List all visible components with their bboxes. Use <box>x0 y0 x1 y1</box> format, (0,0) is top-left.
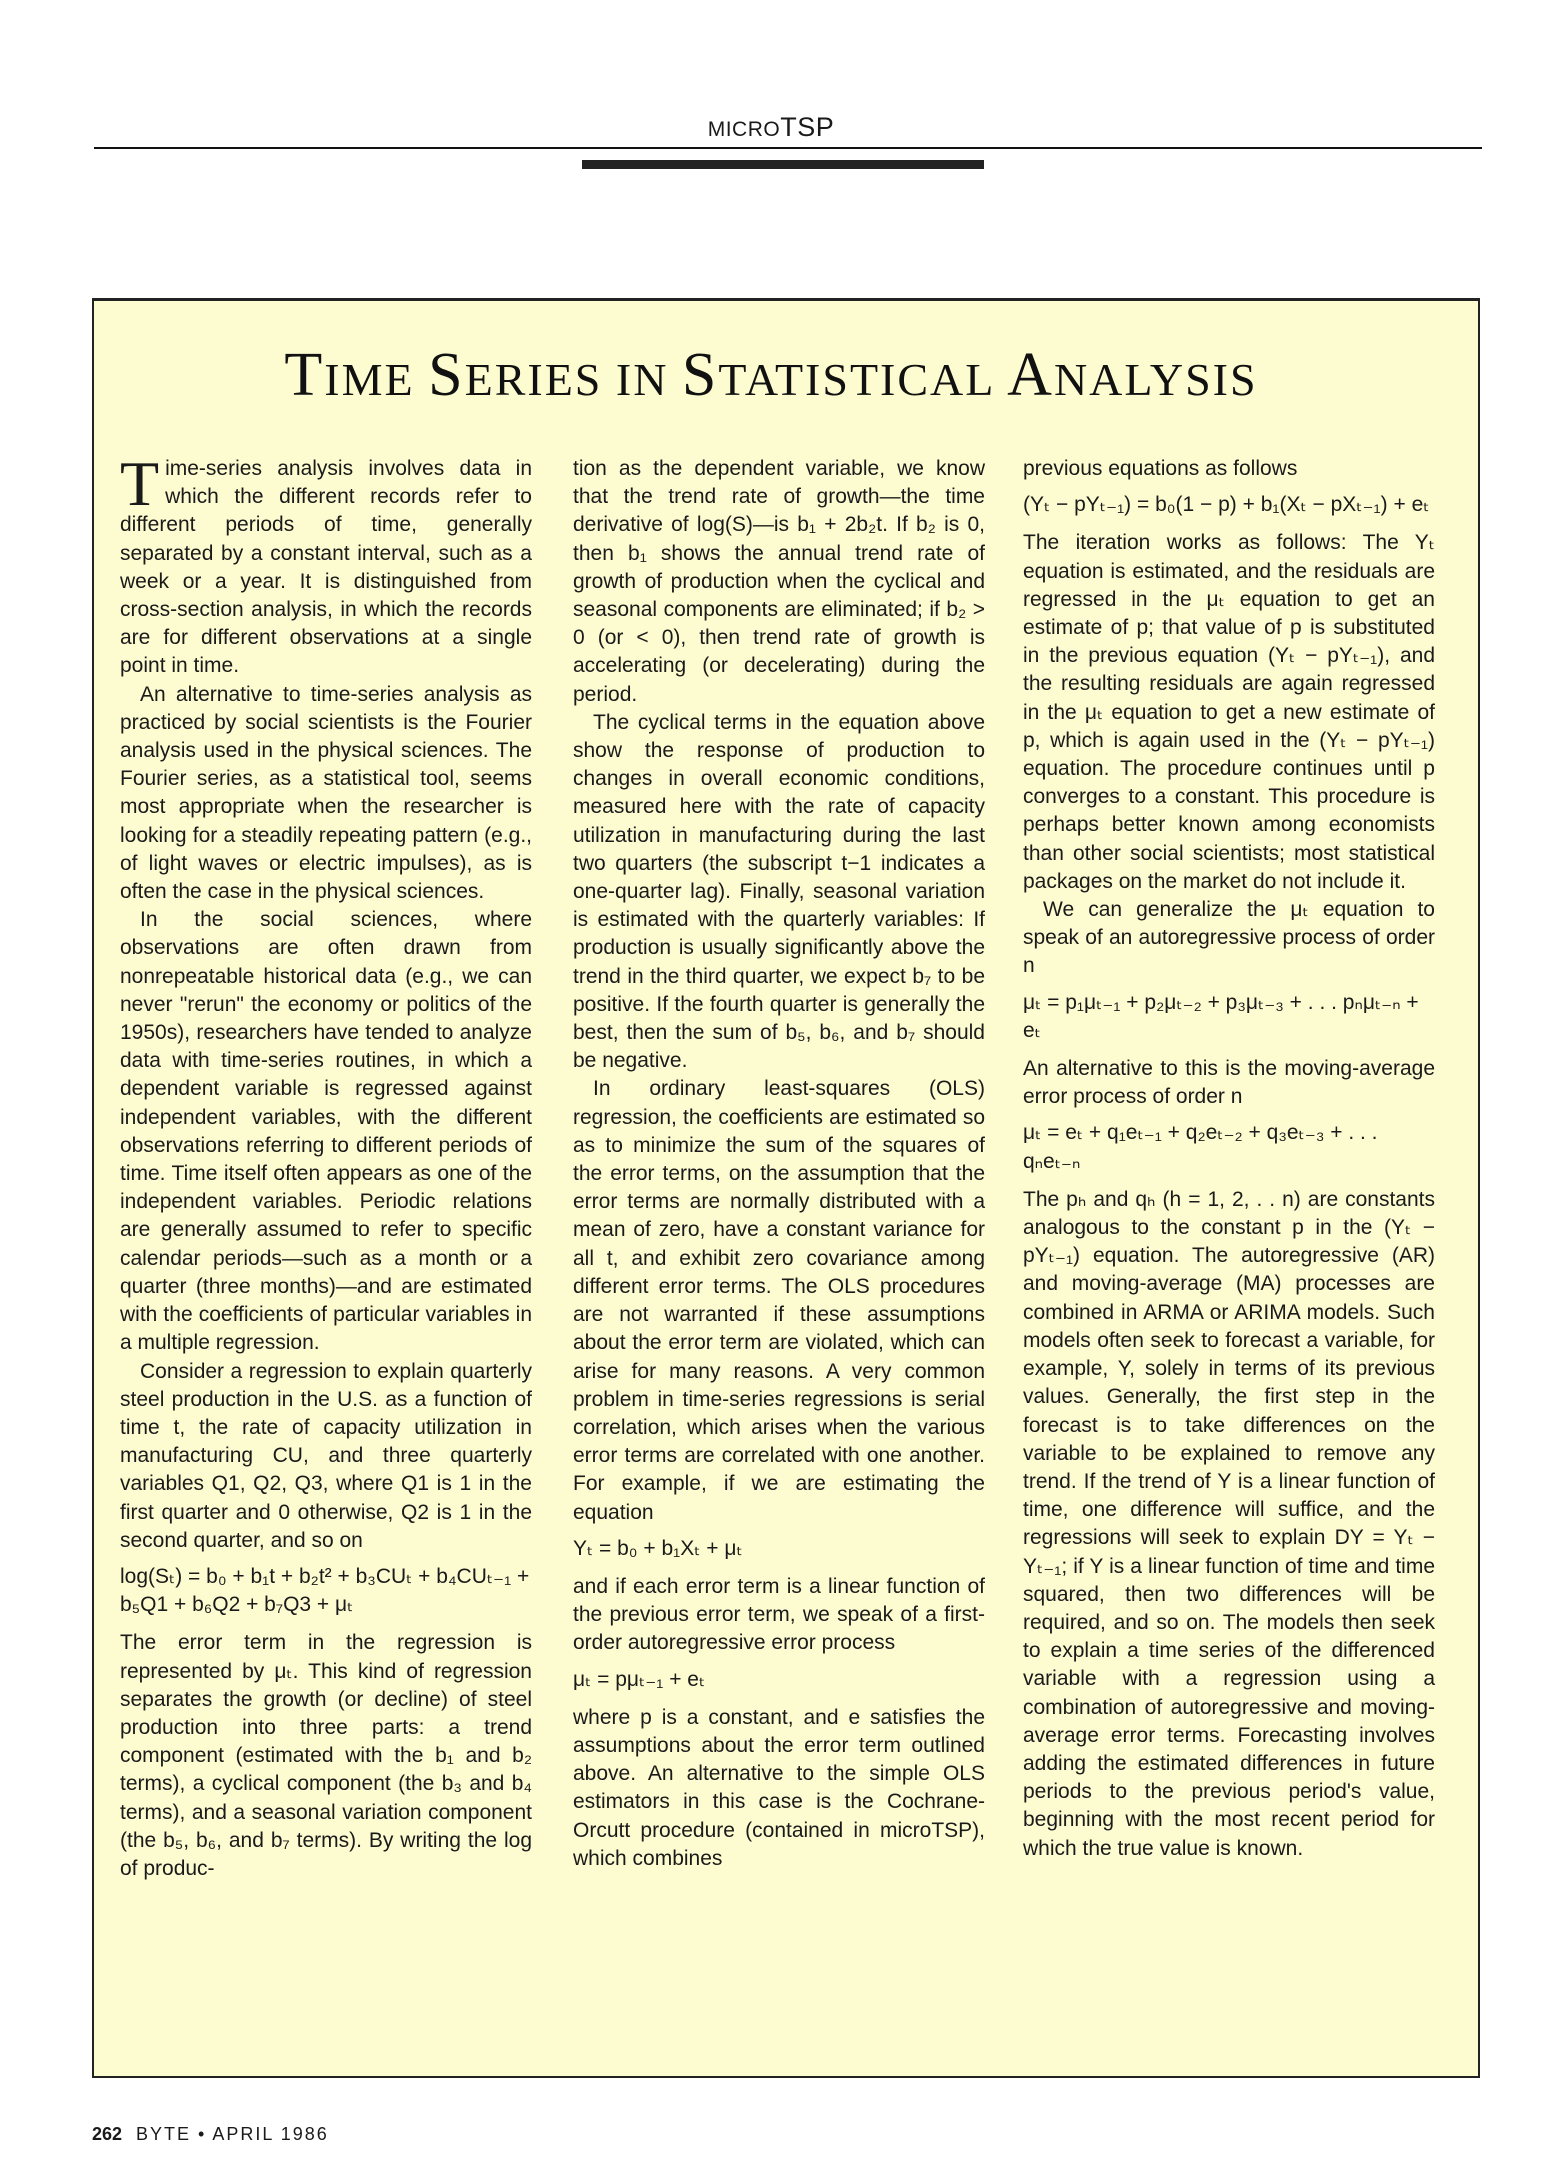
page-number: 262 <box>92 2124 123 2144</box>
section-prefix: MICRO <box>707 118 781 141</box>
paragraph: In ordinary least-squares (OLS) regression, the coefficients are estimated so as to minimize the sum of the squares of the error terms, on the assumption that the error terms are normally distributed with a mean of zero, have a constant variance for all t, and exhibit zero covariance among different error terms. The OLS procedures are not warranted if these assumptions about the error term are violated, which can arise for many reasons. A very common problem in time-series regressions is serial correlation, which arises when the various error terms are correlated with one another. For example, if we are estimating the equation <box>573 1077 985 1524</box>
equation: μₜ = eₜ + q₁eₜ₋₁ + q₂eₜ₋₂ + q₃eₜ₋₃ + . . . qₙeₜ₋ₙ <box>1023 1121 1378 1173</box>
paragraph: We can generalize the μₜ equation to speak of an autoregressive process of order n <box>1023 898 1435 978</box>
equation: (Yₜ − pYₜ₋₁) = b₀(1 − p) + b₁(Xₜ − pXₜ₋₁) + eₜ <box>1023 493 1430 517</box>
paragraph: The cyclical terms in the equation above show the response of production to changes in overall economic conditions, measured here with the rate of capacity utilization in manufacturing during the last two quarters (the subscript t−1 indicates a one-quarter lag). Finally, seasonal variation is estimated with the quarterly variables: If production is usually significantly above the trend in the third quarter, we expect b₇ to be positive. If the fourth quarter is generally the best, then the sum of b₅, b₆, and b₇ should be negative. <box>573 710 985 1073</box>
paragraph: An alternative to time-series analysis as practiced by social scientists is the Fourier analysis used in the physical sciences. The Fourier series, as a statistical tool, seems most appropriate when the researcher is looking for a steadily repeating pattern (e.g., of light waves or electric impulses), as is often the case in the physical sciences. <box>120 682 532 904</box>
equation: log(Sₜ) = b₀ + b₁t + b₂t² + b₃CUₜ + b₄CUₜ₋₁ + b₅Q1 + b₆Q2 + b₇Q3 + μₜ <box>120 1564 530 1617</box>
magazine-issue: BYTE • APRIL 1986 <box>136 2124 329 2144</box>
page-footer <box>92 2124 329 2145</box>
running-header <box>0 112 1542 143</box>
equation: Yₜ = b₀ + b₁Xₜ + μₜ <box>573 1536 743 1560</box>
paragraph: The error term in the regression is represented by μₜ. This kind of regression separates the growth (or decline) of steel production into three parts: a trend component (estimated with the b₁ and b₂ terms), a cyclical component (the b₃ and b₄ terms), and a seasonal variation component (the b₅, b₆, and b₇ terms). By writing the log of produc- <box>120 1631 532 1880</box>
paragraph: Time-series analysis involves data in which the different records refer to different periods of time, generally separated by a constant interval, such as a week or a year. It is distinguished from cross-section analysis, in which the records are for different observations at a single point in time. <box>120 448 532 678</box>
header-rule <box>94 147 1482 149</box>
paragraph: In the social sciences, where observations are often drawn from nonrepeatable historical data (e.g., we can never "rerun" the economy or politics of the 1950s), researchers have tended to analyze data with time-series routines, in which a dependent variable is regressed against independent variables, with the different observations referring to different periods of time. Time itself often appears as one of the independent variables. Periodic relations are generally assumed to refer to specific calendar periods—such as a month or a quarter (three months)—and are estimated with the coefficients of particular variables in a multiple regression. <box>120 908 532 1355</box>
equation: μₜ = p₁μₜ₋₁ + p₂μₜ₋₂ + p₃μₜ₋₃ + . . . pₙμₜ₋ₙ + eₜ <box>1023 990 1419 1042</box>
paragraph: The iteration works as follows: The Yₜ equation is estimated, and the residuals are regressed in the μₜ equation to get an estimate of p; that value of p is substituted in the previous equation (Yₜ − pYₜ₋₁), and the resulting residuals are again regressed in the μₜ equation to get a new estimate of p, which is again used in the (Yₜ − pYₜ₋₁) equation. The procedure continues until p converges to a constant. This procedure is perhaps better known among economists than other social scientists; most statistical packages on the market do not include it. <box>1023 531 1435 893</box>
header-bar <box>582 160 984 169</box>
paragraph: tion as the dependent variable, we know that the trend rate of growth—the time derivative of log(S)—is b₁ + 2b₂t. If b₂ is 0, then b₁ shows the annual trend rate of growth of production when the cyclical and seasonal components are eliminated; if b₂ > 0 (or < 0), then trend rate of growth is accelerating (or decelerating) during the period. <box>573 457 985 706</box>
drop-cap: T <box>120 448 160 519</box>
column-3 <box>1023 455 1435 1863</box>
paragraph: Consider a regression to explain quarterly steel production in the U.S. as a function of time t, the rate of capacity utilization in manufacturing CU, and three quarterly variables Q1, Q2, Q3, where Q1 is 1 in the first quarter and 0 otherwise, Q2 is 1 in the second quarter, and so on <box>120 1359 532 1552</box>
article-title: TIME SERIES IN STATISTICAL ANALYSIS <box>284 341 1258 409</box>
column-2 <box>573 455 985 1873</box>
paragraph: The pₕ and qₕ (h = 1, 2, . . n) are constants analogous to the constant p in the (Yₜ − pYₜ₋₁) equation. The autoregressive (AR) and moving-average (MA) processes are combined in ARMA or ARIMA models. Such models often seek to forecast a variable, for example, Y, solely in terms of its previous values. Generally, the first step in the forecast is to take differences on the variable to be explained to remove any trend. If the trend of Y is a linear function of time, one difference will suffice, and the regressions will seek to explain DY = Yₜ − Yₜ₋₁; if Y is a linear function of time and time squared, then two differences will be required, and so on. The models then seek to explain a time series of the differenced variable with a regression using a combination of autoregressive and moving-average error terms. Forecasting involves adding the estimated differences in future periods to the previous period's value, beginning with the most recent period for which the true value is known. <box>1023 1187 1435 1860</box>
paragraph: previous equations as follows <box>1023 457 1298 480</box>
section-suffix: TSP <box>780 112 835 142</box>
equation: μₜ = pμₜ₋₁ + eₜ <box>573 1667 706 1691</box>
paragraph: and if each error term is a linear function of the previous error term, we speak of a first-order autoregressive error process <box>573 1574 985 1655</box>
column-1 <box>120 448 532 1883</box>
paragraph: where p is a constant, and e satisfies the assumptions about the error term outlined above. An alternative to the simple OLS estimators in this case is the Cochrane-Orcutt procedure (contained in microTSP), which combines <box>573 1705 985 1870</box>
paragraph: An alternative to this is the moving-average error process of order n <box>1023 1057 1435 1109</box>
